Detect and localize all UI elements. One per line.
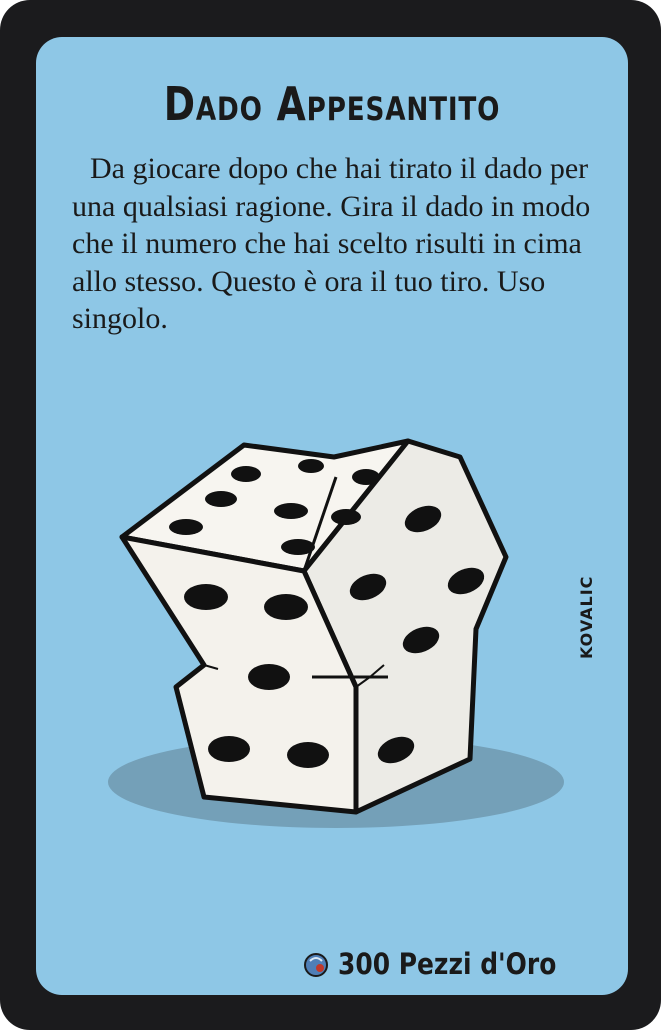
artist-signature: KOVALIC [577, 575, 596, 659]
card-price: 300 Pezzi d'Oro [338, 947, 557, 981]
card-description: Da giocare dopo che hai tirato il dado per una qualsiasi ragione. Gira il dado in modo che il numero che hai scelto risulti in cima allo stesso. Questo è ora il tuo tiro. Uso singolo. [72, 152, 591, 335]
weighted-die-illustration [36, 37, 628, 995]
price-row [302, 947, 592, 981]
card-panel [36, 37, 628, 995]
treasure-bag-icon [302, 950, 330, 978]
card-title: Dado Appesantito [163, 77, 501, 131]
